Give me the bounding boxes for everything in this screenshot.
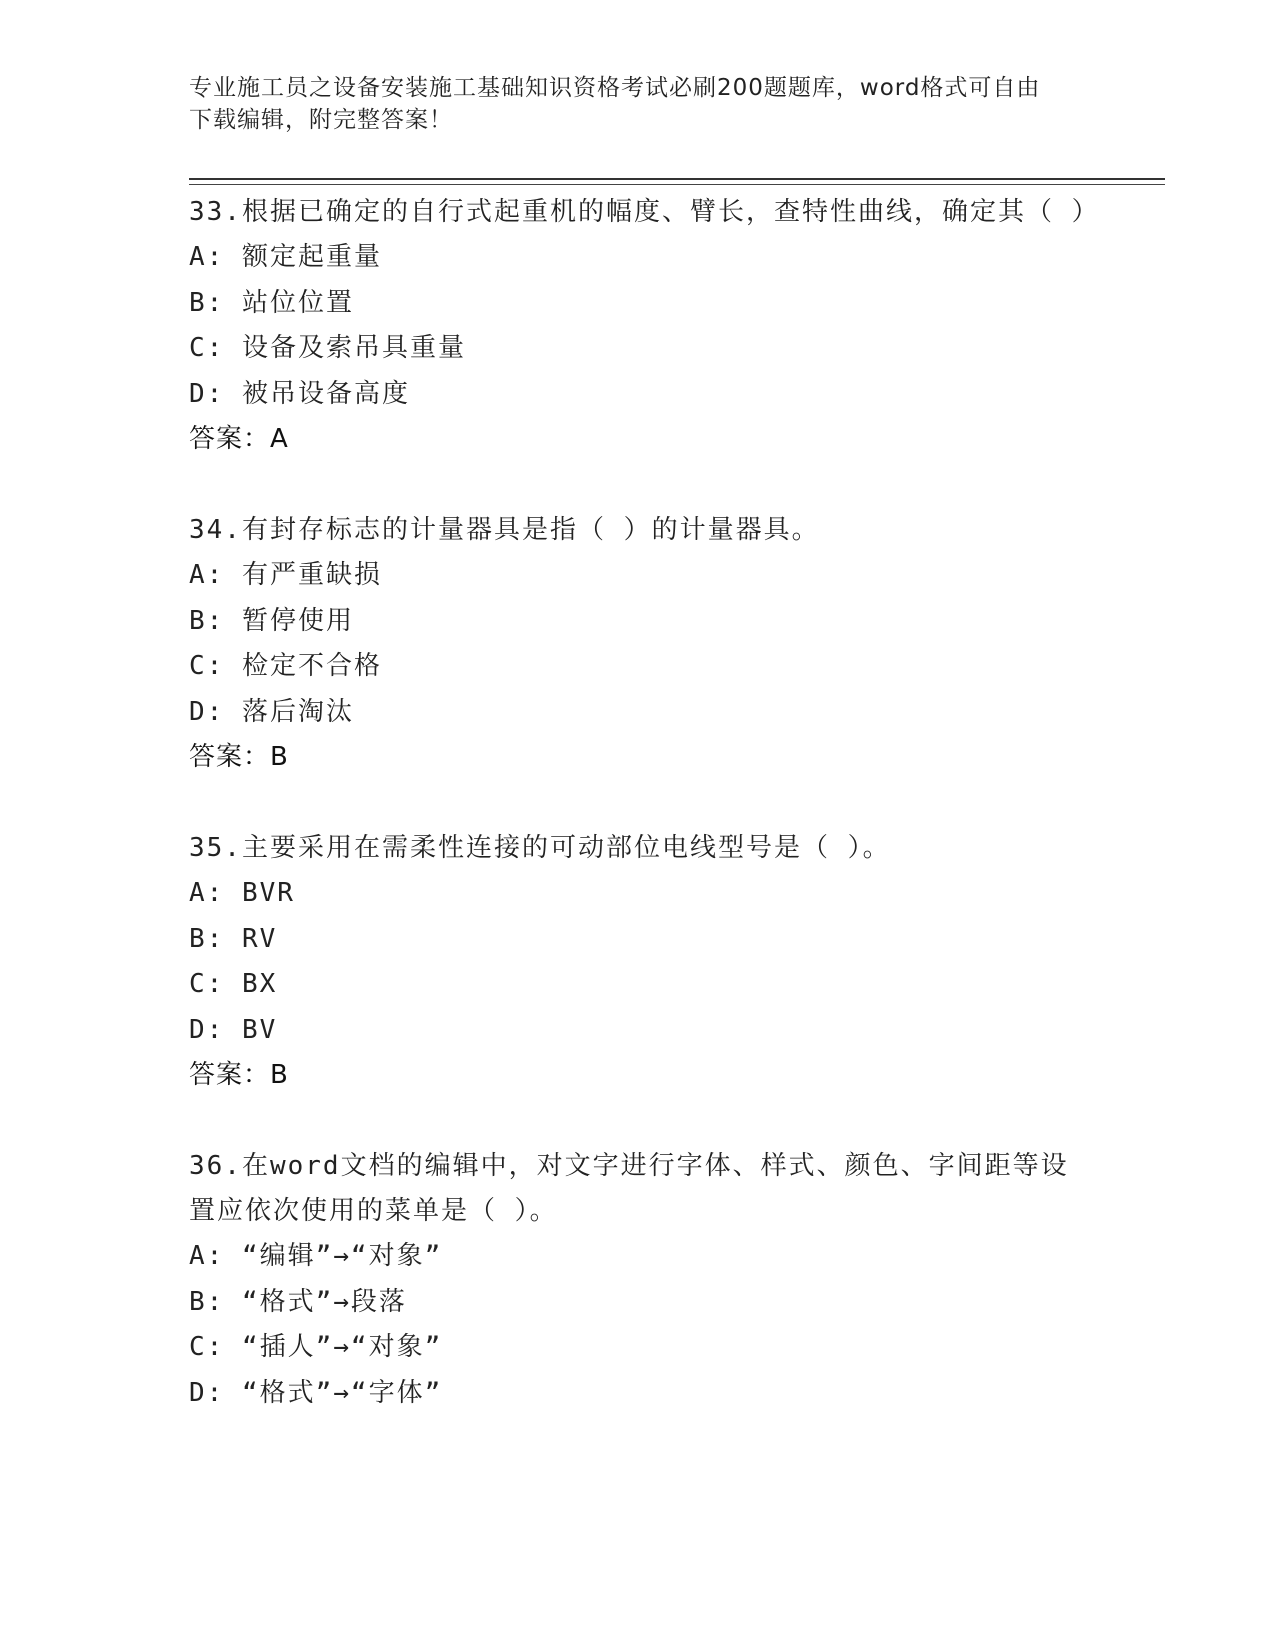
option-a: A: “编辑”→“对象” (189, 1241, 443, 1271)
document-header (189, 72, 1089, 136)
question-36 (189, 1144, 1089, 1416)
header-rule-thin (189, 184, 1165, 185)
answer: 答案：B (189, 1060, 289, 1090)
answer: 答案：B (189, 742, 289, 772)
option-d: D: 落后淘汰 (189, 696, 354, 727)
option-b: B: 暂停使用 (189, 605, 354, 636)
question-list (189, 190, 1100, 1462)
option-c: C: 检定不合格 (189, 651, 382, 681)
option-a: A: 额定起重量 (189, 242, 382, 272)
option-d: D: “格式”→“字体” (189, 1377, 443, 1408)
option-b: B: RV (189, 923, 278, 954)
header-line-2: 下载编辑，附完整答案！ (189, 107, 453, 133)
question-stem: 34.有封存标志的计量器具是指（ ）的计量器具。 (189, 515, 820, 545)
option-b: B: “格式”→段落 (189, 1286, 407, 1317)
option-b: B: 站位位置 (189, 287, 354, 318)
option-d: D: BV (189, 1014, 278, 1045)
option-a: A: BVR (189, 878, 295, 908)
question-33 (189, 190, 1100, 462)
question-stem: 35.主要采用在需柔性连接的可动部位电线型号是（ ）。 (189, 833, 891, 863)
option-a: A: 有严重缺损 (189, 560, 382, 590)
question-stem: 36.在word文档的编辑中，对文字进行字体、样式、颜色、字间距等设置应依次使用的菜单是（ ）。 (189, 1151, 1069, 1226)
question-34 (189, 508, 1089, 780)
question-35 (189, 826, 1089, 1098)
header-line-1: 专业施工员之设备安装施工基础知识资格考试必刷200题题库，word格式可自由 (189, 75, 1041, 101)
option-c: C: “插人”→“对象” (189, 1332, 443, 1362)
answer: 答案：A (189, 424, 289, 454)
header-rule-thick (189, 178, 1165, 180)
question-stem: 33.根据已确定的自行式起重机的幅度、臂长，查特性曲线，确定其（ ） (189, 197, 1100, 227)
option-d: D: 被吊设备高度 (189, 378, 410, 409)
option-c: C: 设备及索吊具重量 (189, 333, 466, 363)
option-c: C: BX (189, 969, 278, 999)
